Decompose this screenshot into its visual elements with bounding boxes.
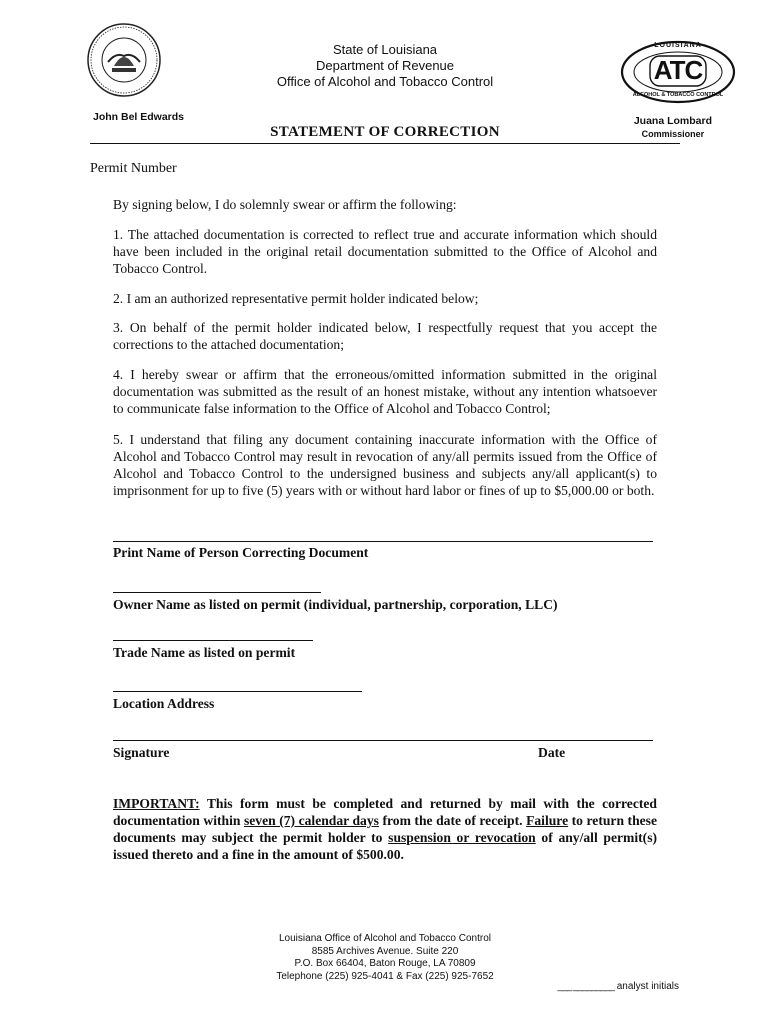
item-1: 1. The attached documentation is corrected to reflect true and accurate information which should have been included in the original retail documentation submitted to the Office of Alcohol and Tobacco Control.: [113, 227, 657, 276]
print-name-label: Print Name of Person Correcting Document: [113, 545, 369, 560]
location-address-label: Location Address: [113, 696, 215, 711]
atc-logo-top: LOUISIANA: [654, 42, 702, 49]
important-lead: IMPORTANT:: [113, 796, 200, 811]
commissioner-title: Commissioner: [641, 129, 705, 139]
signature-line[interactable]: [113, 740, 653, 741]
footer-phone: Telephone (225) 925-4041 & Fax (225) 925-7652: [276, 970, 494, 982]
footer-address: [0, 933, 770, 983]
owner-name-line[interactable]: [113, 592, 321, 593]
penalty-text: suspension or revocation: [388, 830, 536, 845]
atc-logo-center: ATC: [653, 55, 703, 85]
commissioner-name: Juana Lombard: [633, 115, 712, 127]
print-name-line[interactable]: [113, 541, 653, 542]
owner-name-label: Owner Name as listed on permit (individual, partnership, corporation, LLC): [113, 597, 558, 612]
failure-text: Failure: [526, 813, 569, 828]
intro-text: By signing below, I do solemnly swear or affirm the following:: [113, 197, 457, 212]
footer-street: 8585 Archives Avenue. Suite 220: [311, 945, 459, 957]
deadline-text: seven (7) calendar days: [243, 813, 379, 828]
header-state: State of Louisiana: [332, 42, 438, 57]
signature-label: Signature: [113, 745, 170, 760]
important-notice: IMPORTANT: This form must be completed and returned by mail with the corrected documentation within seven (7) calendar days from the date of receipt. Failure to return these documents may subject the permit holder to suspension or revocation of any/all permit(s) issued thereto and a fine in the amount of $500.00.: [113, 796, 658, 862]
trade-name-label: Trade Name as listed on permit: [113, 645, 296, 660]
governor-name: John Bel Edwards: [93, 111, 185, 123]
permit-number-label: Permit Number: [90, 161, 177, 176]
item-3: 3. On behalf of the permit holder indicated below, I respectfully request that you accept the corrections to the attached documentation;: [113, 320, 657, 352]
location-address-line[interactable]: [113, 691, 362, 692]
agency-header: [0, 42, 770, 90]
analyst-initials[interactable]: ___ _________ analyst initials: [557, 981, 679, 992]
page-title: STATEMENT OF CORRECTION: [270, 124, 500, 140]
header-office: Office of Alcohol and Tobacco Control: [276, 74, 494, 89]
item-2: 2. I am an authorized representative permit holder indicated below;: [113, 291, 479, 306]
trade-name-line[interactable]: [113, 640, 313, 641]
header-department: Department of Revenue: [315, 58, 455, 73]
title-rule: [90, 143, 680, 144]
item-5: 5. I understand that filing any document containing inaccurate information with the Office of Alcohol and Tobacco Control may result in revocation of any/all permits issued from the Office of Alcohol and Tobacco Control to the undersigned business and subjects any/all applicant(s) to imprisonment for up to five (5) years with or without hard labor or fines of up to $5,000.00 or both.: [113, 432, 657, 498]
item-4: 4. I hereby swear or affirm that the erroneous/omitted information submitted in the original documentation was submitted as the result of an honest mistake, without any intention whatsoever to communicate false information to the Office of Alcohol and Tobacco Control;: [113, 367, 657, 416]
date-label: Date: [538, 745, 566, 760]
footer-office: Louisiana Office of Alcohol and Tobacco Control: [279, 933, 491, 944]
atc-logo-bottom: ALCOHOL & TOBACCO CONTROL: [632, 92, 724, 98]
footer-po-box: P.O. Box 66404, Baton Rouge, LA 70809: [294, 958, 476, 969]
